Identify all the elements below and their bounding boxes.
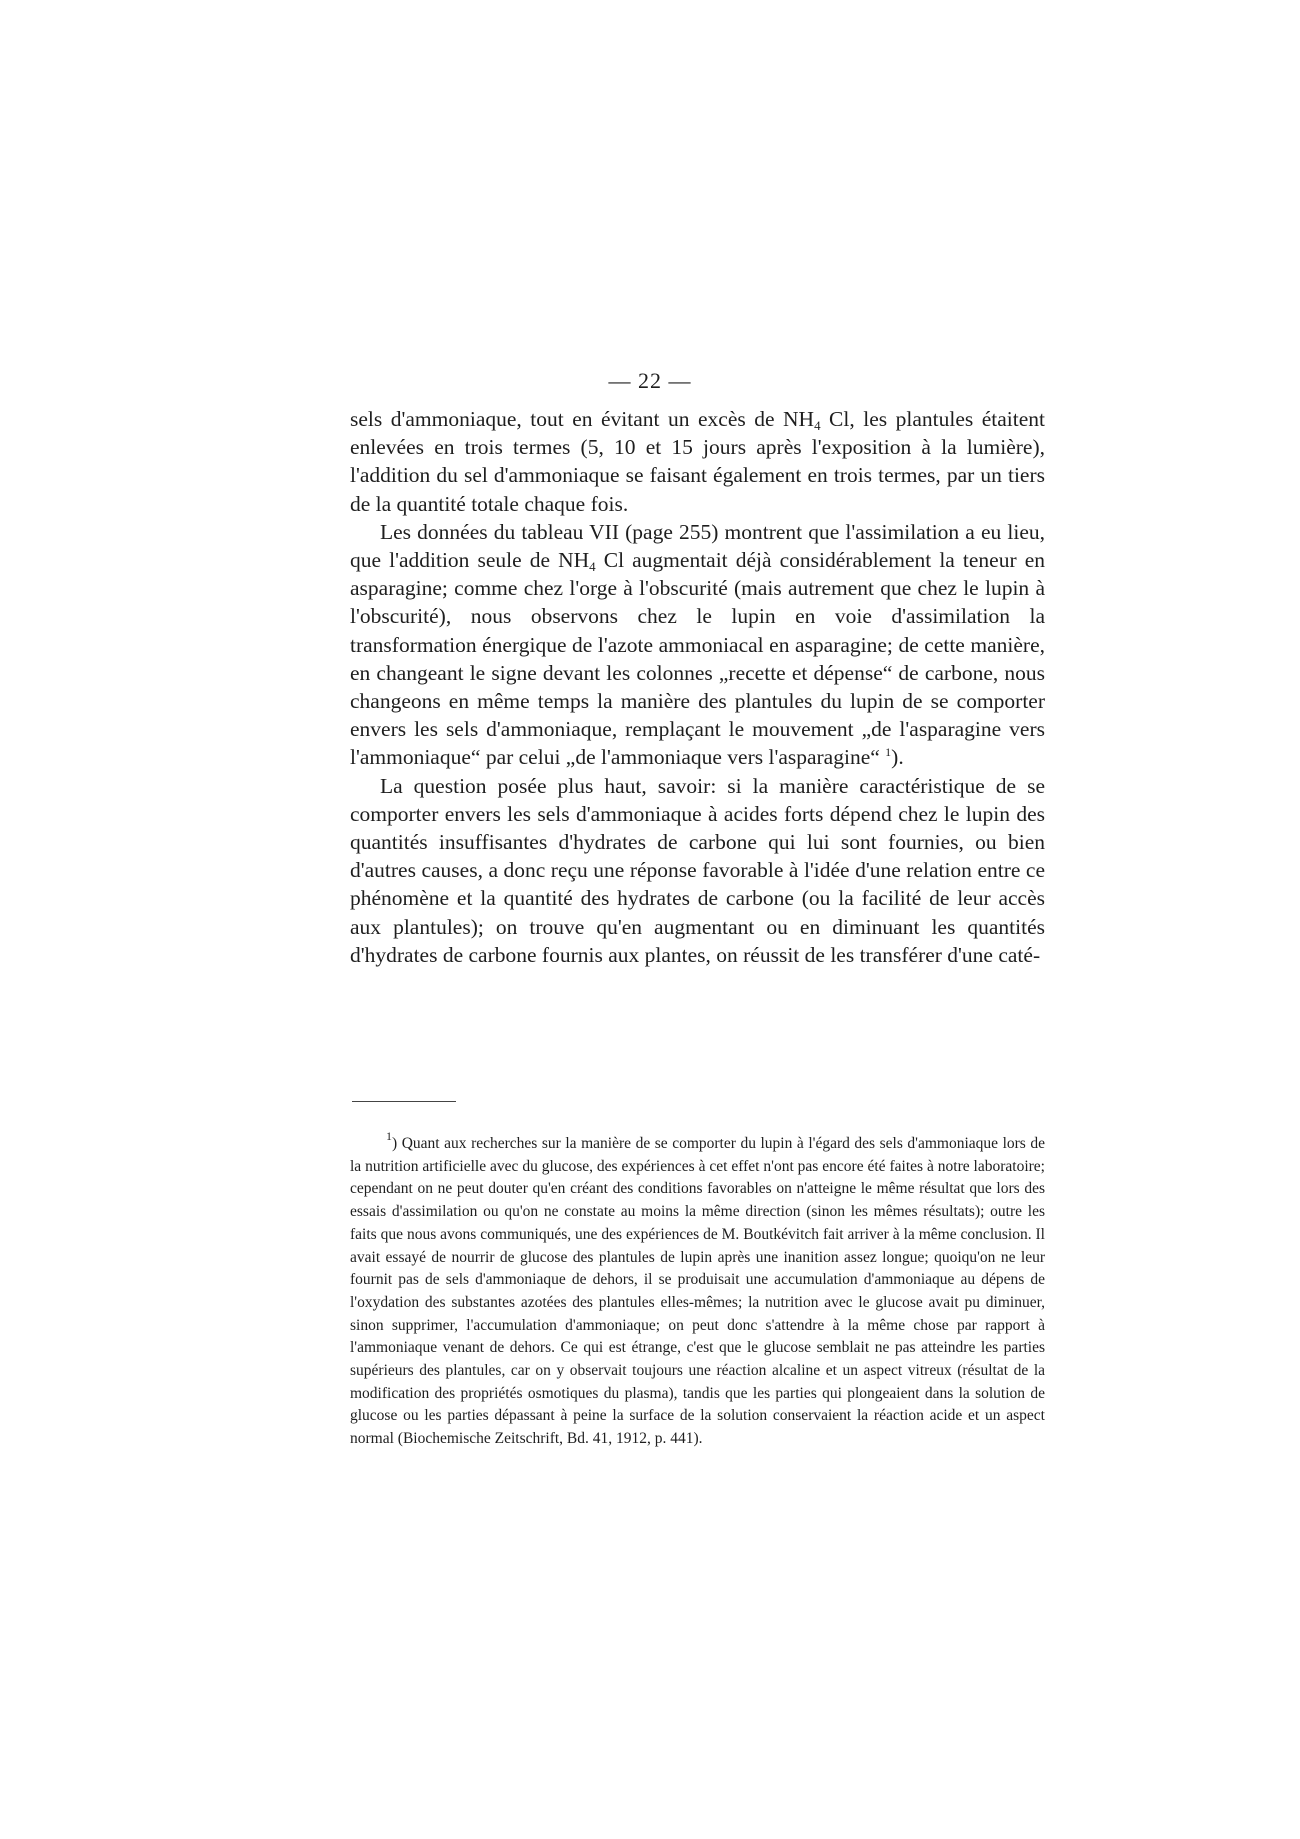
- text-run: La question posée plus haut, savoir: si la manière caractéristique de se comporter envers les sels d'ammoniaque à acides forts dépend chez le lupin des quantités insuffisantes d'hydrates de carbone qui lui sont fournies, ou bien d'autres causes, a donc reçu une réponse favorable à l'idée d'une relation entre ce phénomène et la quantité des hydrates de carbone (ou la facilité de leur accès aux plantules); on trouve qu'en augmentant ou en diminuant les quantités d'hydrates de carbone fournis aux plantes, on réussit de les transférer d'une caté-: [350, 773, 1045, 967]
- page-number: — 22 —: [608, 368, 692, 393]
- footnote-divider: [352, 1101, 456, 1102]
- footnote-reference: 1: [885, 745, 892, 760]
- subscript: 4: [589, 559, 596, 575]
- text-run: Cl augmentait déjà considérablement la teneur en asparagine; comme chez l'orge à l'obscurité (mais autrement que chez le lupin à l'obscurité), nous observons chez le lupin en voie d'assimilation la transformation énergique de l'azote ammoniacal en asparagine; de cette manière, en changeant le signe devant les colonnes „recette et dépense“ de carbone, nous changeons en même temps la manière des plantules du lupin de se comporter envers les sels d'ammoniaque, remplaçant le mouvement „de l'asparagine vers l'ammoniaque“ par celui „de l'ammoniaque vers l'asparagine“: [350, 548, 1045, 770]
- text-run: Les données du tableau VII (page 255) montrent que l'assimilation a eu lieu, que l'addition seule de NH: [350, 519, 1045, 573]
- main-text: [350, 405, 1045, 969]
- text-run: ).: [891, 745, 904, 770]
- paragraph: [350, 405, 1045, 518]
- paragraph: [350, 772, 1045, 969]
- text-run: Cl, les plantules étaitent enlevées en trois termes (5, 10 et 15 jours après l'exposition à la lumière), l'addition du sel d'ammoniaque se faisant également en trois termes, par un tiers de la quantité totale chaque fois.: [350, 407, 1045, 516]
- footnote: [350, 1129, 1045, 1451]
- footnote-marker: 1: [386, 1129, 392, 1143]
- subscript: 4: [814, 418, 821, 433]
- footnote-text: ) Quant aux recherches sur la manière de se comporter du lupin à l'égard des sels d'ammoniaque lors de la nutrition artificielle avec du glucose, des expériences à cet effet n'ont pas encore été faites à notre laboratoire; cependant on ne peut douter qu'en créant des conditions favorables on n'atteigne le même résultat que lors des essais d'assimilation ou qu'on ne constate au moins la même direction (sinon les mêmes résultats); outre les faits que nous avons communiqués, une des expériences de M. Boutkévitch fait arriver à la même conclusion. Il avait essayé de nourrir de glucose des plantules de lupin après une inanition assez longue; quoiqu'on ne leur fournit pas de sels d'ammoniaque de dehors, il se produisait une accumulation d'ammoniaque au dépens de l'oxydation des substantes azotées des plantules elles-mêmes; la nutrition avec le glucose avait pu diminuer, sinon supprimer, l'accumulation d'ammoniaque; on peut donc s'attendre à la même chose par rapport à l'ammoniaque venant de dehors. Ce qui est étrange, c'est que le glucose semblait ne pas atteindre les parties supérieurs des plantules, car on y observait toujours une réaction alcaline et un aspect vitreux (résultat de la modification des propriétés osmotiques du plasma), tandis que les parties qui plongeaient dans la solution de glucose ou les parties dépassant à peine la surface de la solution conservaient la réaction acide et un aspect normal (Biochemische Zeitschrift, Bd. 41, 1912, p. 441).: [350, 1135, 1045, 1448]
- text-run: sels d'ammoniaque, tout en évitant un excès de NH: [350, 407, 815, 431]
- paragraph: [350, 518, 1045, 772]
- footnotes: [350, 1129, 1045, 1451]
